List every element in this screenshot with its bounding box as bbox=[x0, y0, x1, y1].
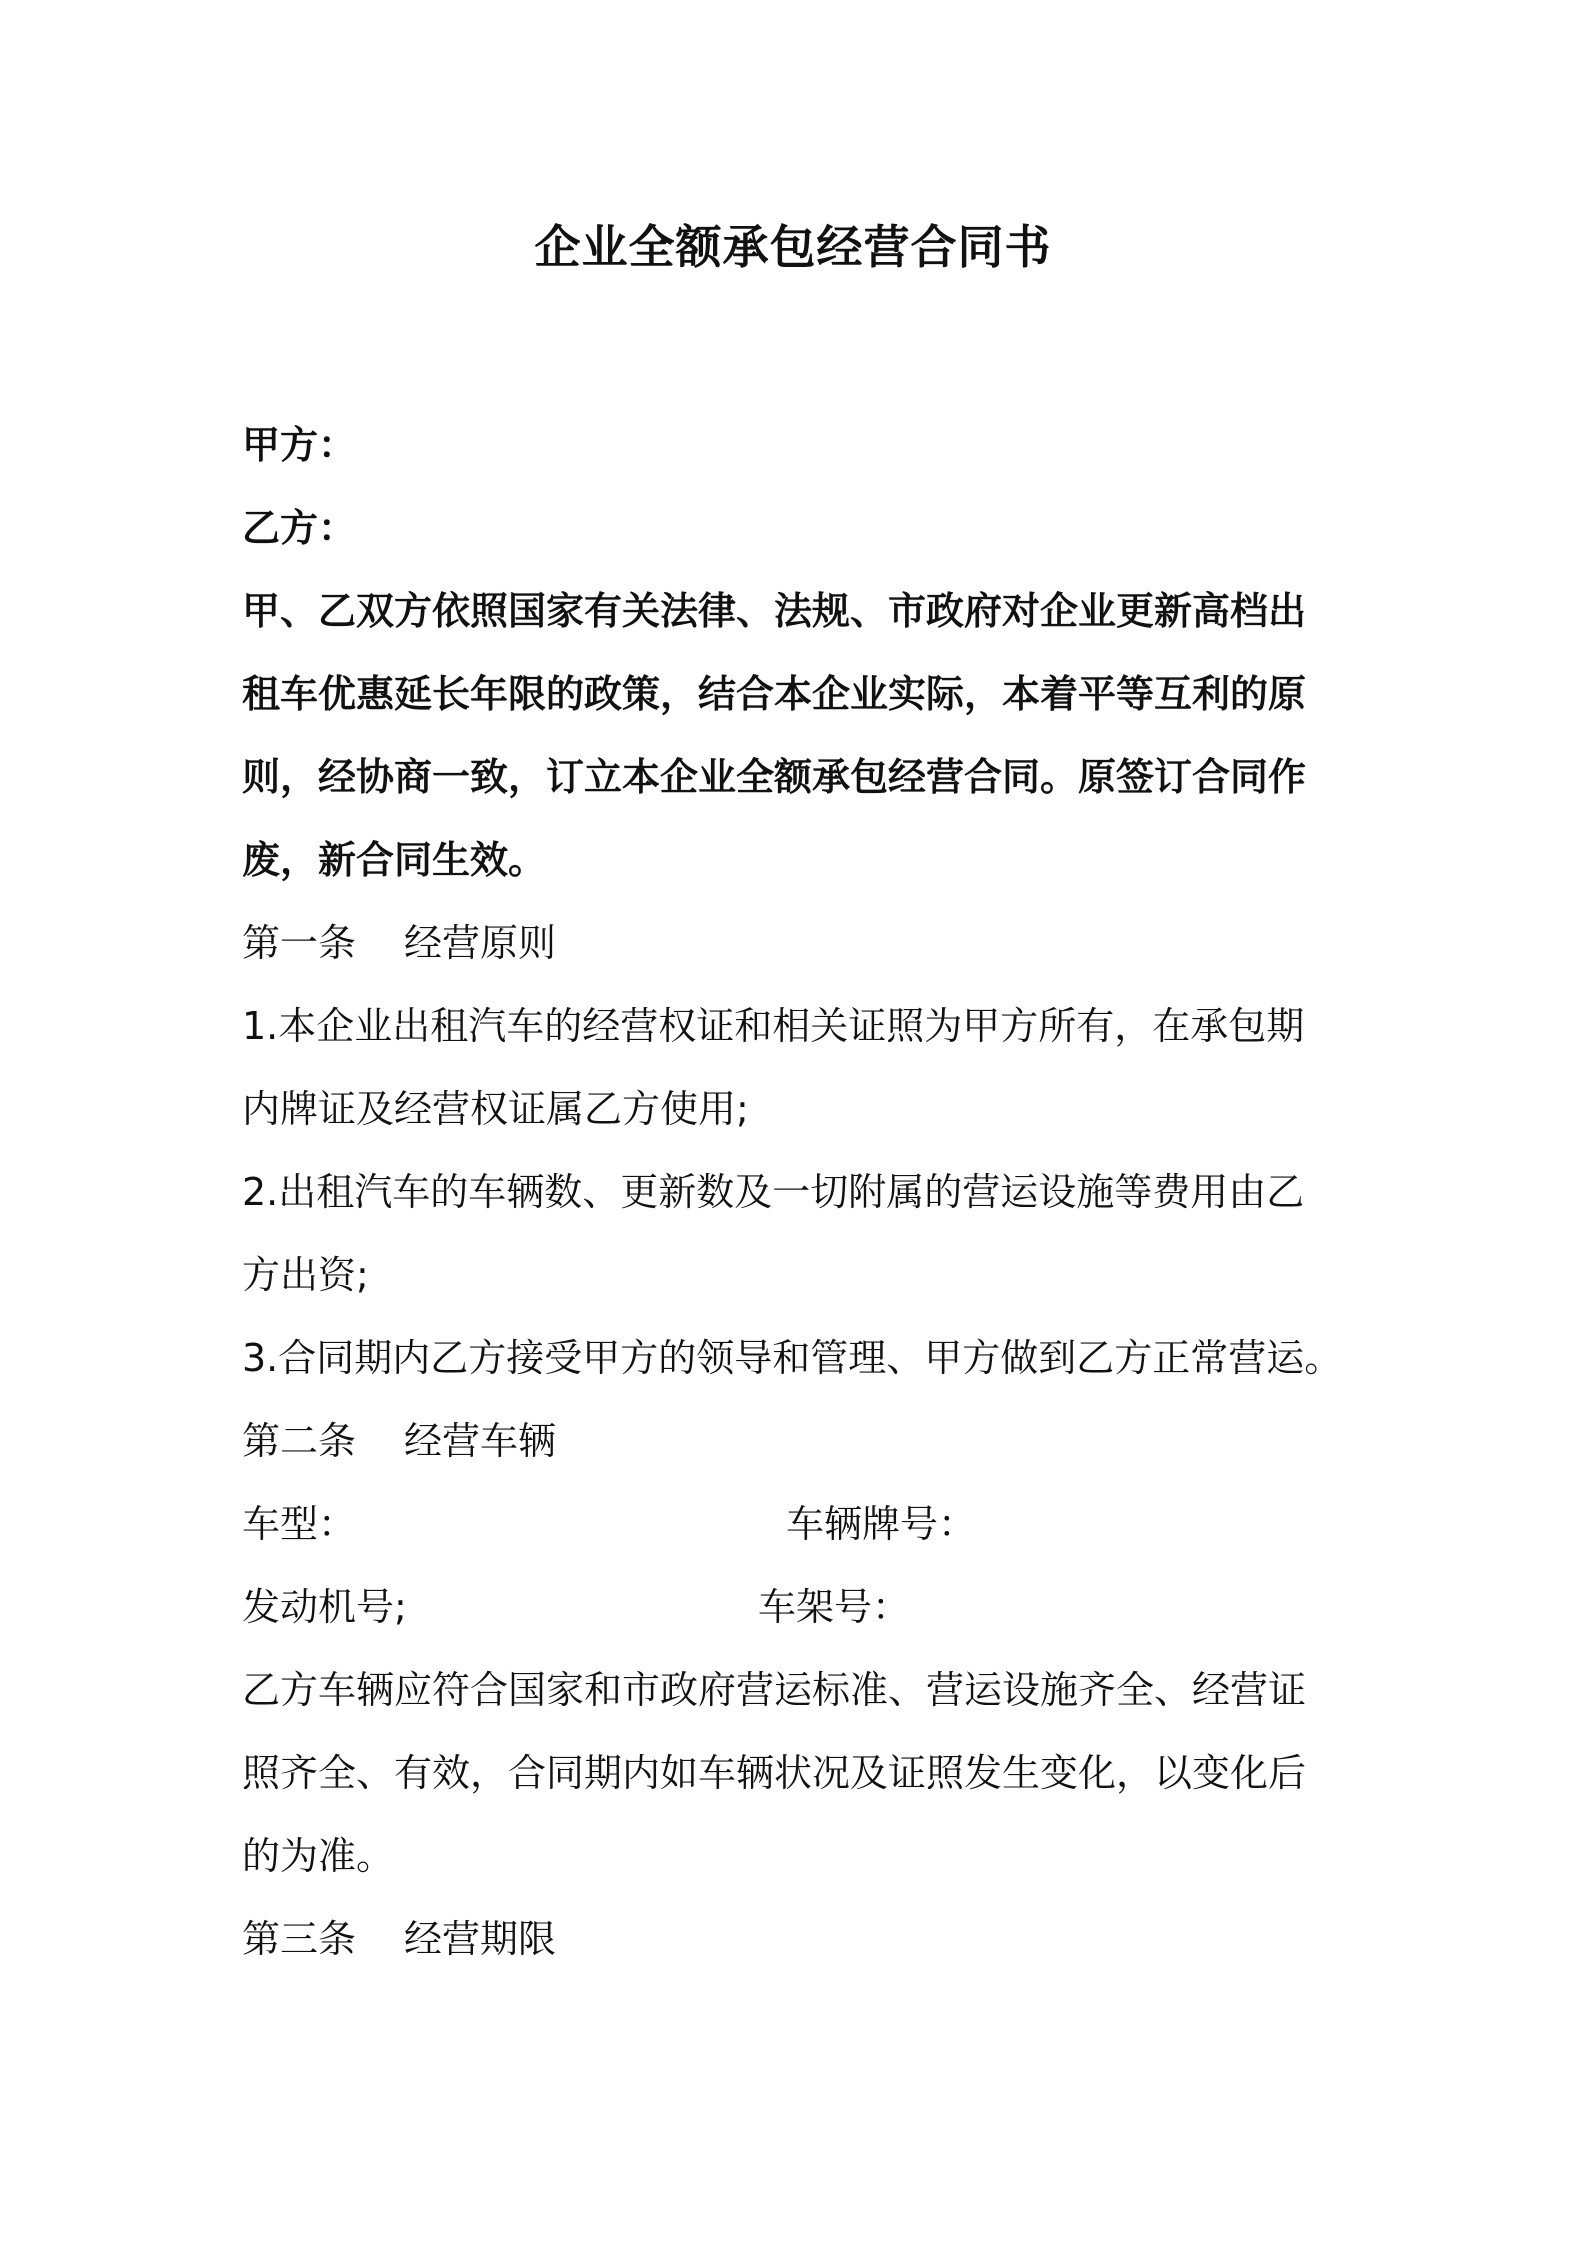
article-3-title: 经营期限 bbox=[404, 1917, 557, 1961]
article-3-number: 第三条 bbox=[242, 1917, 357, 1961]
document-title: 企业全额承包经营合同书 bbox=[534, 220, 1052, 274]
plate-number-label: 车辆牌号： bbox=[786, 1502, 977, 1546]
article-1-number: 第一条 bbox=[242, 921, 357, 965]
vehicle-fields-row-1 bbox=[242, 1483, 1372, 1566]
article-2-number: 第二条 bbox=[242, 1419, 357, 1463]
article-1-item-3-line: 3.合同期内乙方接受甲方的领导和管理、甲方做到乙方正常营运。 bbox=[242, 1336, 1343, 1380]
article-1-item-1-line: 内牌证及经营权证属乙方使用; bbox=[242, 1087, 749, 1131]
article-2-body-line: 乙方车辆应符合国家和市政府营运标准、营运设施齐全、经营证 bbox=[242, 1668, 1307, 1712]
article-2-body-line: 照齐全、有效，合同期内如车辆状况及证照发生变化，以变化后 bbox=[242, 1751, 1307, 1795]
article-3-heading bbox=[242, 1898, 1372, 1981]
party-a-label: 甲方： bbox=[242, 423, 357, 467]
vehicle-type-label: 车型： bbox=[242, 1502, 357, 1546]
article-1-title: 经营原则 bbox=[404, 921, 557, 965]
article-1-item-2-line: 2.出租汽车的车辆数、更新数及一切附属的营运设施等费用由乙 bbox=[242, 1170, 1305, 1214]
intro-line: 废，新合同生效。 bbox=[242, 838, 547, 882]
party-b-label: 乙方： bbox=[242, 506, 357, 550]
article-1-item-1-line: 1.本企业出租汽车的经营权证和相关证照为甲方所有，在承包期 bbox=[242, 1004, 1305, 1048]
article-2-heading bbox=[242, 1400, 1372, 1483]
document-body bbox=[242, 404, 1372, 1981]
frame-number-label: 车架号： bbox=[758, 1585, 911, 1629]
article-1-heading bbox=[242, 902, 1372, 985]
article-2-title: 经营车辆 bbox=[404, 1419, 557, 1463]
intro-line: 则，经协商一致，订立本企业全额承包经营合同。原签订合同作 bbox=[242, 755, 1307, 799]
vehicle-fields-row-2 bbox=[242, 1566, 1372, 1649]
engine-number-label: 发动机号; bbox=[242, 1585, 407, 1629]
article-2-body-line: 的为准。 bbox=[242, 1834, 395, 1878]
intro-line: 甲、乙双方依照国家有关法律、法规、市政府对企业更新高档出 bbox=[242, 589, 1307, 633]
article-1-item-2-line: 方出资; bbox=[242, 1253, 369, 1297]
intro-line: 租车优惠延长年限的政策，结合本企业实际，本着平等互利的原 bbox=[242, 672, 1307, 716]
